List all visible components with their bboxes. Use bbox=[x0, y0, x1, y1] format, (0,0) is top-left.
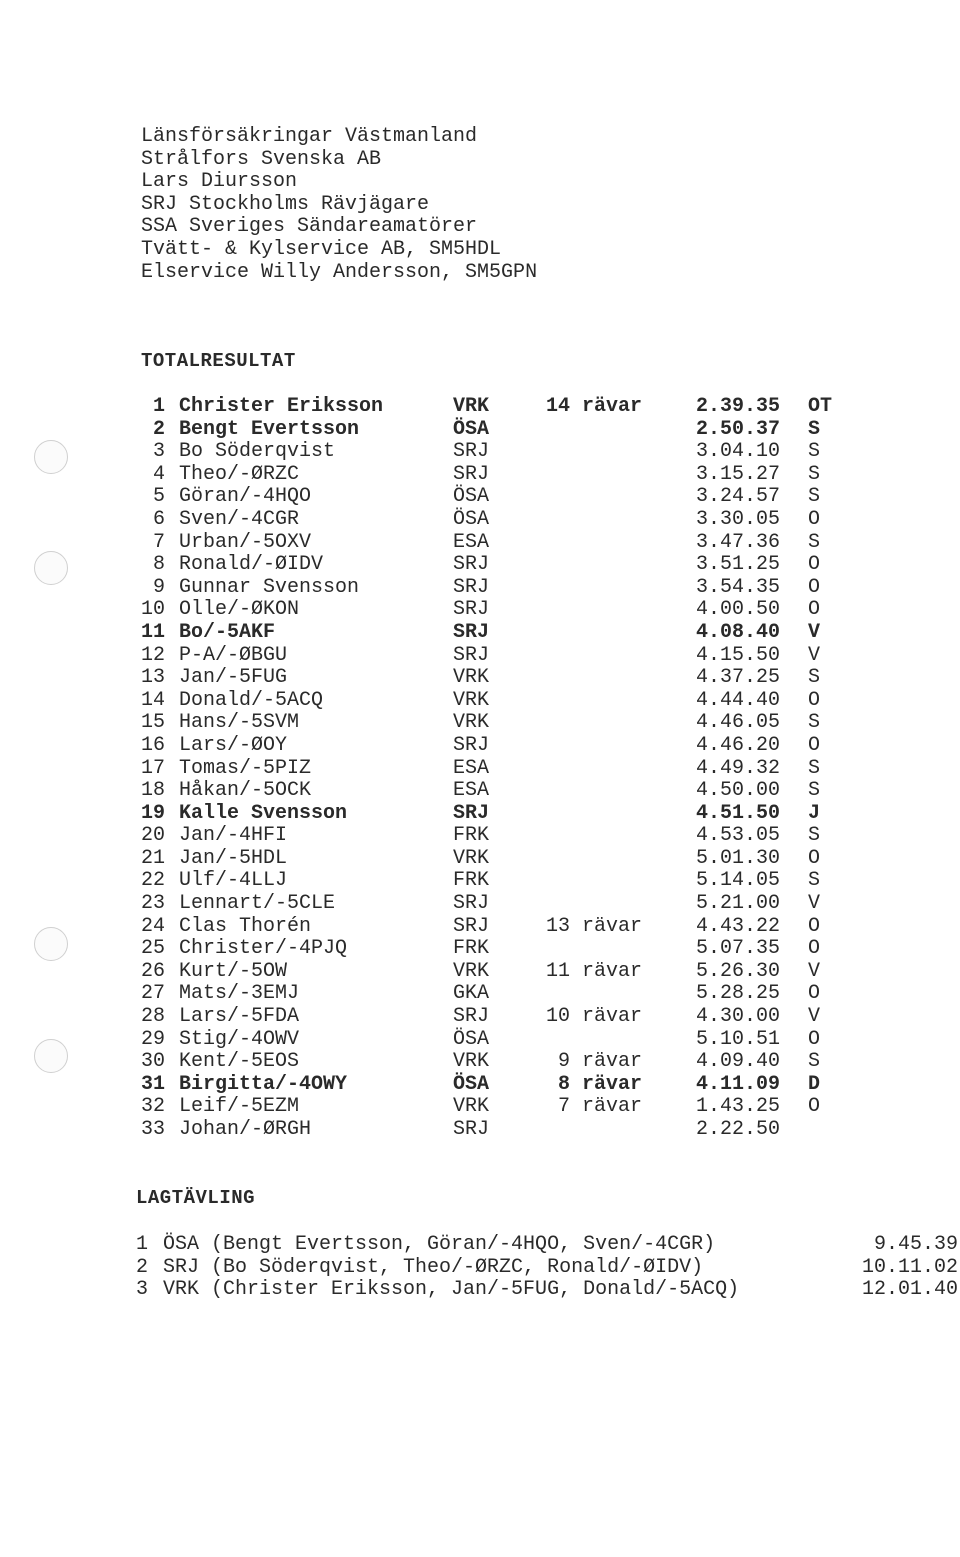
result-foxes: 14 rävar bbox=[545, 395, 642, 418]
result-name: Christer/-4PJQ bbox=[179, 937, 348, 961]
result-position: 14 bbox=[140, 688, 165, 712]
result-name: Olle/-ØKON bbox=[179, 598, 300, 622]
result-position: 1 bbox=[152, 395, 165, 418]
result-club: ESA bbox=[453, 530, 490, 554]
result-position: 10 bbox=[140, 598, 165, 622]
result-class: O bbox=[808, 507, 821, 531]
result-position: 17 bbox=[140, 756, 165, 780]
result-row bbox=[0, 1006, 960, 1029]
result-name: Johan/-ØRGH bbox=[179, 1118, 312, 1141]
result-name: Lars/-ØOY bbox=[179, 733, 288, 757]
result-name: Göran/-4HQO bbox=[179, 485, 312, 509]
result-row bbox=[0, 396, 960, 419]
team-time: 10.11.02 bbox=[861, 1255, 958, 1279]
result-row bbox=[0, 622, 960, 645]
team-row bbox=[0, 1257, 960, 1280]
result-position: 12 bbox=[140, 643, 165, 667]
result-time: 4.46.20 bbox=[695, 733, 780, 757]
result-time: 4.44.40 bbox=[695, 688, 780, 712]
result-row bbox=[0, 825, 960, 848]
result-class: S bbox=[808, 756, 821, 780]
sponsor-list bbox=[141, 126, 537, 284]
team-row bbox=[0, 1279, 960, 1302]
result-position: 6 bbox=[152, 507, 165, 531]
result-position: 33 bbox=[140, 1118, 165, 1141]
result-row bbox=[0, 464, 960, 487]
result-row bbox=[0, 441, 960, 464]
result-position: 3 bbox=[152, 440, 165, 464]
result-class: J bbox=[808, 801, 821, 825]
result-row bbox=[0, 803, 960, 826]
result-position: 24 bbox=[140, 914, 165, 938]
total-results-table bbox=[0, 396, 960, 1142]
result-name: Mats/-3EMJ bbox=[179, 982, 300, 1006]
result-class: O bbox=[808, 937, 821, 961]
result-class: OT bbox=[808, 395, 833, 418]
result-club: ÖSA bbox=[453, 1027, 490, 1051]
team-time: 9.45.39 bbox=[873, 1233, 958, 1256]
result-club: SRJ bbox=[453, 620, 490, 644]
result-row bbox=[0, 599, 960, 622]
sponsor-line: Elservice Willy Andersson, SM5GPN bbox=[141, 260, 538, 284]
result-name: Birgitta/-4OWY bbox=[179, 1072, 348, 1096]
result-class: O bbox=[808, 914, 821, 938]
result-position: 16 bbox=[140, 733, 165, 757]
result-name: Kalle Svensson bbox=[179, 801, 348, 825]
result-class: S bbox=[808, 1050, 821, 1074]
result-club: SRJ bbox=[453, 1005, 490, 1029]
sponsor-line: SRJ Stockholms Rävjägare bbox=[141, 192, 430, 216]
result-class: V bbox=[808, 959, 821, 983]
result-time: 3.24.57 bbox=[695, 485, 780, 509]
result-club: ÖSA bbox=[453, 417, 490, 441]
result-class: V bbox=[808, 1005, 821, 1029]
result-name: Kurt/-5OW bbox=[179, 959, 288, 983]
result-name: Ronald/-ØIDV bbox=[179, 553, 324, 577]
result-row bbox=[0, 1074, 960, 1097]
result-class: V bbox=[808, 892, 821, 916]
result-position: 29 bbox=[140, 1027, 165, 1051]
result-club: SRJ bbox=[453, 575, 490, 599]
result-row bbox=[0, 712, 960, 735]
result-row bbox=[0, 419, 960, 442]
result-position: 26 bbox=[140, 959, 165, 983]
team-rank: 3 bbox=[136, 1278, 149, 1302]
result-position: 21 bbox=[140, 846, 165, 870]
result-club: VRK bbox=[453, 1095, 490, 1119]
result-position: 32 bbox=[140, 1095, 165, 1119]
result-row bbox=[0, 961, 960, 984]
result-class: S bbox=[808, 779, 821, 803]
result-position: 5 bbox=[152, 485, 165, 509]
result-club: GKA bbox=[453, 982, 490, 1006]
result-name: Ulf/-4LLJ bbox=[179, 869, 288, 893]
result-position: 30 bbox=[140, 1050, 165, 1074]
result-foxes: 13 rävar bbox=[545, 914, 642, 938]
result-position: 18 bbox=[140, 779, 165, 803]
result-time: 4.53.05 bbox=[695, 824, 780, 848]
result-position: 2 bbox=[152, 417, 165, 441]
result-class: O bbox=[808, 846, 821, 870]
result-club: ESA bbox=[453, 756, 490, 780]
result-foxes: 11 rävar bbox=[545, 959, 642, 983]
result-time: 4.50.00 bbox=[695, 779, 780, 803]
result-club: VRK bbox=[453, 666, 490, 690]
team-members: VRK (Christer Eriksson, Jan/-5FUG, Donald/-5ACQ) bbox=[163, 1278, 740, 1302]
result-time: 5.28.25 bbox=[695, 982, 780, 1006]
result-time: 4.15.50 bbox=[695, 643, 780, 667]
result-time: 4.49.32 bbox=[695, 756, 780, 780]
result-position: 15 bbox=[140, 711, 165, 735]
result-name: Jan/-4HFI bbox=[179, 824, 288, 848]
result-club: VRK bbox=[453, 959, 490, 983]
result-club: VRK bbox=[453, 711, 490, 735]
result-position: 8 bbox=[152, 553, 165, 577]
result-name: Bengt Evertsson bbox=[179, 417, 360, 441]
result-name: Bo Söderqvist bbox=[179, 440, 336, 464]
result-class: V bbox=[808, 620, 821, 644]
result-time: 5.14.05 bbox=[695, 869, 780, 893]
team-rank: 2 bbox=[136, 1255, 149, 1279]
result-row bbox=[0, 645, 960, 668]
result-club: ÖSA bbox=[453, 507, 490, 531]
team-members: SRJ (Bo Söderqvist, Theo/-ØRZC, Ronald/-ØIDV) bbox=[163, 1255, 704, 1279]
team-members: ÖSA (Bengt Evertsson, Göran/-4HQO, Sven/-4CGR) bbox=[163, 1233, 716, 1256]
result-class: O bbox=[808, 575, 821, 599]
result-time: 4.00.50 bbox=[695, 598, 780, 622]
result-club: ÖSA bbox=[453, 485, 490, 509]
result-time: 4.09.40 bbox=[695, 1050, 780, 1074]
result-club: VRK bbox=[453, 395, 490, 418]
result-row bbox=[0, 690, 960, 713]
result-name: Hans/-5SVM bbox=[179, 711, 300, 735]
result-club: VRK bbox=[453, 1050, 490, 1074]
result-club: FRK bbox=[453, 869, 490, 893]
result-club: VRK bbox=[453, 688, 490, 712]
result-position: 20 bbox=[140, 824, 165, 848]
result-class: S bbox=[808, 824, 821, 848]
result-name: Tomas/-5PIZ bbox=[179, 756, 312, 780]
result-name: Sven/-4CGR bbox=[179, 507, 300, 531]
sponsor-line: SSA Sveriges Sändareamatörer bbox=[141, 215, 478, 239]
result-row bbox=[0, 735, 960, 758]
result-club: VRK bbox=[453, 846, 490, 870]
result-row bbox=[0, 1051, 960, 1074]
result-class: S bbox=[808, 869, 821, 893]
result-name: Christer Eriksson bbox=[179, 395, 384, 418]
result-time: 5.10.51 bbox=[695, 1027, 780, 1051]
result-time: 5.07.35 bbox=[695, 937, 780, 961]
result-time: 3.47.36 bbox=[695, 530, 780, 554]
result-class: O bbox=[808, 982, 821, 1006]
result-name: Kent/-5EOS bbox=[179, 1050, 300, 1074]
result-time: 2.39.35 bbox=[695, 395, 780, 418]
result-class: O bbox=[808, 1095, 821, 1119]
result-row bbox=[0, 893, 960, 916]
sponsor-line: Strålfors Svenska AB bbox=[141, 147, 382, 171]
result-row bbox=[0, 554, 960, 577]
result-position: 4 bbox=[152, 462, 165, 486]
sponsor-line: Tvätt- & Kylservice AB, SM5HDL bbox=[141, 237, 502, 261]
result-time: 2.22.50 bbox=[695, 1118, 780, 1141]
result-row bbox=[0, 577, 960, 600]
result-row bbox=[0, 532, 960, 555]
result-name: Håkan/-5OCK bbox=[179, 779, 312, 803]
result-position: 13 bbox=[140, 666, 165, 690]
result-name: Leif/-5EZM bbox=[179, 1095, 300, 1119]
result-name: Urban/-5OXV bbox=[179, 530, 312, 554]
result-club: SRJ bbox=[453, 643, 490, 667]
result-foxes: 7 rävar bbox=[557, 1095, 642, 1119]
result-row bbox=[0, 983, 960, 1006]
result-foxes: 9 rävar bbox=[557, 1050, 642, 1074]
result-class: O bbox=[808, 1027, 821, 1051]
team-results-table bbox=[0, 1234, 960, 1302]
team-competition-heading: LAGTÄVLING bbox=[136, 1187, 256, 1209]
result-row bbox=[0, 1029, 960, 1052]
result-class: O bbox=[808, 598, 821, 622]
sponsor-line: Länsförsäkringar Västmanland bbox=[141, 125, 478, 148]
result-name: Clas Thorén bbox=[179, 914, 312, 938]
result-club: SRJ bbox=[453, 733, 490, 757]
result-class: S bbox=[808, 417, 821, 441]
result-time: 4.43.22 bbox=[695, 914, 780, 938]
result-name: Jan/-5HDL bbox=[179, 846, 288, 870]
result-time: 1.43.25 bbox=[695, 1095, 780, 1119]
result-club: SRJ bbox=[453, 440, 490, 464]
result-row bbox=[0, 758, 960, 781]
result-class: O bbox=[808, 688, 821, 712]
result-position: 25 bbox=[140, 937, 165, 961]
result-position: 22 bbox=[140, 869, 165, 893]
result-class: V bbox=[808, 643, 821, 667]
result-position: 28 bbox=[140, 1005, 165, 1029]
result-row bbox=[0, 938, 960, 961]
result-time: 4.51.50 bbox=[695, 801, 780, 825]
result-position: 11 bbox=[140, 620, 165, 644]
result-club: SRJ bbox=[453, 553, 490, 577]
result-time: 3.04.10 bbox=[695, 440, 780, 464]
result-time: 5.01.30 bbox=[695, 846, 780, 870]
result-club: SRJ bbox=[453, 1118, 490, 1141]
result-position: 19 bbox=[140, 801, 165, 825]
result-row bbox=[0, 1119, 960, 1142]
result-time: 4.08.40 bbox=[695, 620, 780, 644]
result-time: 2.50.37 bbox=[695, 417, 780, 441]
result-name: Lennart/-5CLE bbox=[179, 892, 336, 916]
result-name: Stig/-4OWV bbox=[179, 1027, 300, 1051]
result-row bbox=[0, 509, 960, 532]
result-club: SRJ bbox=[453, 892, 490, 916]
result-time: 4.30.00 bbox=[695, 1005, 780, 1029]
result-class: O bbox=[808, 733, 821, 757]
result-position: 9 bbox=[152, 575, 165, 599]
result-class: S bbox=[808, 440, 821, 464]
result-club: FRK bbox=[453, 937, 490, 961]
result-class: S bbox=[808, 666, 821, 690]
result-row bbox=[0, 780, 960, 803]
result-name: Lars/-5FDA bbox=[179, 1005, 300, 1029]
result-class: O bbox=[808, 553, 821, 577]
result-time: 5.21.00 bbox=[695, 892, 780, 916]
result-club: FRK bbox=[453, 824, 490, 848]
result-time: 4.46.05 bbox=[695, 711, 780, 735]
result-row bbox=[0, 667, 960, 690]
result-class: D bbox=[808, 1072, 821, 1096]
result-name: Gunnar Svensson bbox=[179, 575, 360, 599]
result-time: 3.51.25 bbox=[695, 553, 780, 577]
result-time: 4.11.09 bbox=[695, 1072, 780, 1096]
result-time: 4.37.25 bbox=[695, 666, 780, 690]
total-results-heading: TOTALRESULTAT bbox=[141, 350, 296, 372]
result-class: S bbox=[808, 711, 821, 735]
result-class: S bbox=[808, 462, 821, 486]
team-time: 12.01.40 bbox=[861, 1278, 958, 1302]
team-rank: 1 bbox=[136, 1233, 149, 1256]
result-foxes: 10 rävar bbox=[545, 1005, 642, 1029]
result-class: S bbox=[808, 530, 821, 554]
result-club: ÖSA bbox=[453, 1072, 490, 1096]
result-position: 31 bbox=[140, 1072, 165, 1096]
result-club: ESA bbox=[453, 779, 490, 803]
result-club: SRJ bbox=[453, 462, 490, 486]
result-name: Jan/-5FUG bbox=[179, 666, 288, 690]
result-foxes: 8 rävar bbox=[557, 1072, 642, 1096]
team-row bbox=[0, 1234, 960, 1257]
sponsor-line: Lars Diursson bbox=[141, 170, 298, 194]
result-name: P-A/-ØBGU bbox=[179, 643, 288, 667]
result-row bbox=[0, 916, 960, 939]
result-name: Donald/-5ACQ bbox=[179, 688, 324, 712]
result-club: SRJ bbox=[453, 914, 490, 938]
result-name: Bo/-5AKF bbox=[179, 620, 276, 644]
result-row bbox=[0, 848, 960, 871]
result-time: 3.30.05 bbox=[695, 507, 780, 531]
result-time: 3.15.27 bbox=[695, 462, 780, 486]
result-club: SRJ bbox=[453, 598, 490, 622]
result-row bbox=[0, 870, 960, 893]
result-position: 23 bbox=[140, 892, 165, 916]
result-row bbox=[0, 486, 960, 509]
result-club: SRJ bbox=[453, 801, 490, 825]
result-time: 5.26.30 bbox=[695, 959, 780, 983]
result-row bbox=[0, 1096, 960, 1119]
result-class: S bbox=[808, 485, 821, 509]
result-name: Theo/-ØRZC bbox=[179, 462, 300, 486]
result-time: 3.54.35 bbox=[695, 575, 780, 599]
result-position: 27 bbox=[140, 982, 165, 1006]
result-position: 7 bbox=[152, 530, 165, 554]
